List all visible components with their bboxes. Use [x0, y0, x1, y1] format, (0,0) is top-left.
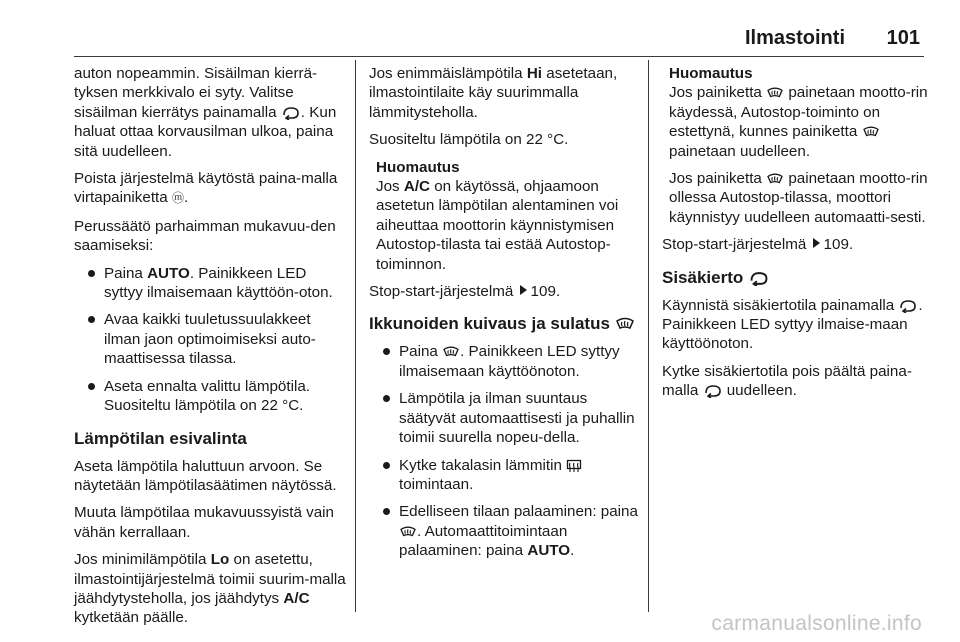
column-divider-1 [355, 60, 356, 612]
paragraph: Suositeltu lämpötila on 22 °C. [369, 131, 569, 149]
page-reference-arrow-icon [813, 238, 820, 248]
column-2 [369, 64, 639, 569]
page-reference-arrow-icon [520, 285, 527, 295]
windscreen-defrost-icon [442, 345, 460, 359]
recirculation-icon [703, 384, 723, 398]
column-divider-2 [648, 60, 649, 612]
section-heading: Ikkunoiden kuivaus ja sulatus [369, 313, 639, 334]
header-rule [74, 56, 924, 57]
paragraph: auton nopeammin. Sisäilman kierrä-tyksen merkkivalo ei syty. Valitse sisäilman kierrätys painamalla . Kun haluat ottaa korvausilman ulkoa, paina sitä uudelleen. [74, 65, 337, 160]
note-title: Huomautus [376, 158, 460, 176]
note-box [662, 64, 932, 227]
list-item: Kytke takalasin lämmitin toimintaan. [369, 456, 639, 495]
note-text: Jos painiketta painetaan mootto-rin ollessa Autostop-tilassa, moottori käynnistyy uudelleen automaatti-sesti. [669, 170, 928, 226]
bullet-list [74, 264, 348, 416]
page-number: 101 [886, 27, 920, 49]
list-item: Avaa kaikki tuuletussuulakkeet ilman jaon optimoimiseksi auto-maattisessa tilassa. [74, 310, 348, 368]
note-text: Jos painiketta painetaan mootto-rin käydessä, Autostop-toiminto on estettynä, kunnes painiketta painetaan uudelleen. [669, 84, 928, 160]
paragraph: Poista järjestelmä käytöstä paina-malla virtapainiketta ⓜ. [74, 170, 338, 207]
section-heading: Lämpötilan esivalinta [74, 428, 247, 448]
rear-window-heating-icon [566, 459, 582, 473]
recirculation-icon [281, 106, 301, 120]
paragraph: Jos minimilämpötila Lo on asetettu, ilmastointijärjestelmä toimii suurim-malla jäähdytysteholla, jos jäähdytys A/C kytketään päälle. [74, 551, 346, 627]
note-title: Huomautus [669, 65, 753, 82]
section-heading: Sisäkierto [662, 267, 932, 288]
list-item: Aseta ennalta valittu lämpötila. Suositeltu lämpötila on 22 °C. [74, 377, 348, 416]
paragraph: Muuta lämpötilaa mukavuussyistä vain vähän kerrallaan. [74, 504, 334, 541]
recirculation-icon [748, 271, 770, 286]
list-item: Paina . Painikkeen LED syttyy ilmaisemaan käyttöönoton. [369, 342, 639, 381]
note-box [369, 158, 639, 274]
windscreen-defrost-icon [766, 172, 784, 186]
note-text: Jos A/C on käytössä, ohjaamoon asetetun lämpötilan alentaminen voi aiheuttaa moottorin käynnistymisen Autostop-tilasta tai estää Autostop-toiminnon. [376, 178, 619, 273]
windscreen-defrost-icon [615, 316, 635, 332]
watermark: carmanualsonline.info [711, 612, 922, 635]
paragraph: Käynnistä sisäkiertotila painamalla . Painikkeen LED syttyy ilmaise-maan käyttöönoton. [662, 296, 923, 353]
windscreen-defrost-icon [399, 525, 417, 539]
recirculation-icon [898, 299, 918, 313]
column-3 [662, 64, 932, 409]
paragraph: Jos enimmäislämpötila Hi asetetaan, ilmastointilaite käy suurimmalla lämmitysteholla. [369, 65, 618, 121]
paragraph: Aseta lämpötila haluttuun arvoon. Se näytetään lämpötilasäätimen näytössä. [74, 457, 337, 494]
cross-reference[interactable]: Stop-start-järjestelmä 109. [662, 236, 854, 254]
column-1 [74, 64, 348, 636]
list-item: Paina AUTO. Painikkeen LED syttyy ilmaisemaan käyttöön-oton. [74, 264, 348, 303]
bullet-list [369, 342, 639, 560]
list-item: Edelliseen tilaan palaaminen: paina . Automaattitoimintaan palaaminen: paina AUTO. [369, 502, 639, 560]
paragraph: Kytke sisäkiertotila pois päältä paina-malla uudelleen. [662, 362, 912, 400]
list-item: Lämpötila ja ilman suuntaus säätyvät automaattisesti ja puhallin toimii suurella nopeu-della. [369, 389, 639, 447]
page-header-title: Ilmastointi [744, 27, 845, 49]
cross-reference[interactable]: Stop-start-järjestelmä 109. [369, 283, 561, 301]
power-icon: ⓜ [171, 191, 184, 206]
windscreen-defrost-icon [766, 86, 784, 100]
windscreen-defrost-icon [862, 125, 880, 139]
paragraph: Perussäätö parhaimman mukavuu-den saamiseksi: [74, 217, 336, 255]
